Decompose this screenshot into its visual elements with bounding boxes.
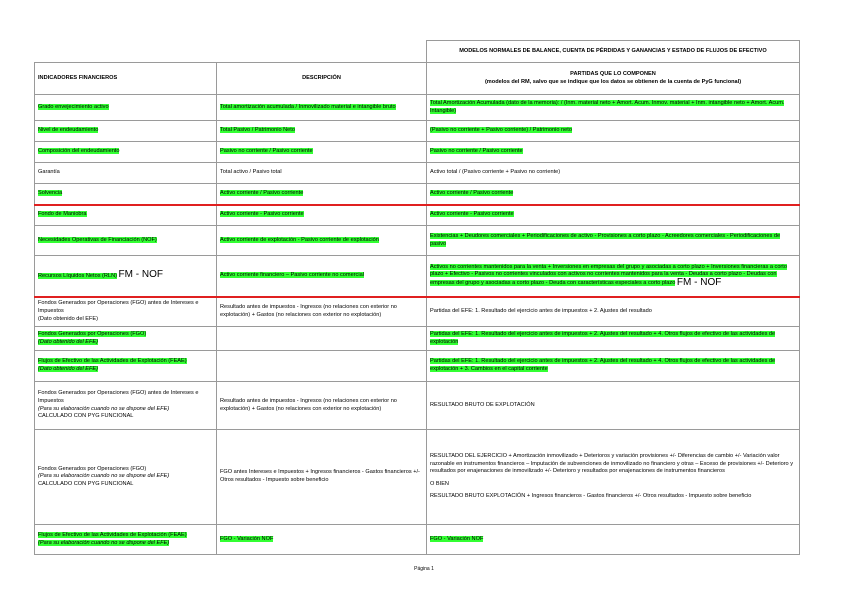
description-cell: Resultado antes de impuestos - Ingresos (no relaciones con exterior no explotación) + Gastos (no relaciones con exterior no explotación) [217, 382, 427, 430]
indicator-cell: Fondos Generados por Operaciones (FGO) (Dato obtenido del EFE) [35, 327, 217, 351]
financial-indicators-table [34, 40, 800, 555]
components-cell: Partidas del EFE: 1. Resultado del ejercicio antes de impuestos + 2. Ajustes del resultado [427, 297, 800, 327]
indicator-cell: Grado envejecimiento activo [35, 95, 217, 121]
table-row [35, 95, 800, 121]
description-cell: FGO - Variación NOF [217, 525, 427, 555]
components-cell: Partidas del EFE: 1. Resultado del ejercicio antes de impuestos + 2. Ajustes del resultado + 4. Otros flujos de efectivo de las actividades de explotación + 3. Cambios en el capital corriente [427, 351, 800, 382]
indicator-cell: Fondos Generados por Operaciones (FGO) antes de Intereses e Impuestos (Para su elaboración cuando no se dispone del EFE) CALCULADO CON PYG FUNCIONAL [35, 382, 217, 430]
components-cell: (Pasivo no corriente + Pasivo corriente) / Patrimonio neto [427, 121, 800, 142]
description-cell: Activo corriente de explotación - Pasivo corriente de explotación [217, 226, 427, 256]
description-cell [217, 327, 427, 351]
components-cell: RESULTADO DEL EJERCICIO + Amortización inmovilizado + Deterioros y variación provisiones +/- Diferencias de cambio +/- Variación valor razonable en instrumentos financieros – Imputación de subvenciones de inmovilizado no financiero y otras – Exceso de provisiones +/- Deterioro y resultados por enajenaciones de inmovilizado +/- Deterioro y resultados por enajenaciones de instrumentos financieros O BIEN RESULTADO BRUTO EXPLOTACIÓN + Ingresos financieros - Gastos financieros +/- Otros resultados - Impuesto sobre beneficio [427, 430, 800, 525]
components-cell: Pasivo no corriente / Pasivo corriente [427, 142, 800, 163]
indicator-cell: Garantía [35, 163, 217, 184]
description-cell: Resultado antes de impuestos - Ingresos (no relaciones con exterior no explotación) + Gastos (no relaciones con exterior no explotación) [217, 297, 427, 327]
table-row [35, 142, 800, 163]
indicator-cell: Flujos de Efectivo de las Actividades de Explotación (FEAE) (Dato obtenido del EFE) [35, 351, 217, 382]
components-cell: Activo corriente / Pasivo corriente [427, 184, 800, 205]
components-cell: Partidas del EFE: 1. Resultado del ejercicio antes de impuestos + 2. Ajustes del resultado + 4. Otros flujos de efectivo de las actividades de explotación [427, 327, 800, 351]
header-indicators: INDICADORES FINANCIEROS [35, 63, 217, 95]
indicator-note: FM - NOF [118, 269, 163, 281]
table-row [35, 430, 800, 525]
indicator-cell: Recursos Líquidos Netos (RLN) FM - NOF [35, 256, 217, 297]
indicator-cell: Flujos de Efectivo de las Actividades de Explotación (FEAE) (Para su elaboración cuando no se dispone del EFE) [35, 525, 217, 555]
group-title: MODELOS NORMALES DE BALANCE, CUENTA DE PÉRDIDAS Y GANANCIAS Y ESTADO DE FLUJOS DE EFECTIVO [427, 41, 800, 63]
indicator-cell: Necesidades Operativas de Financiación (NOF) [35, 226, 217, 256]
components-cell: FGO - Variación NOF [427, 525, 800, 555]
components-cell: Activo corriente - Pasivo corriente [427, 205, 800, 226]
header-components [427, 63, 800, 95]
components-cell: Total Amortización Acumulada (dato de la memoria): / (Inm. material neto + Amort. Acum. Inmov. material + Inm. intangible neto + Amort. Acum. Intangible) [427, 95, 800, 121]
indicator-cell: Fondo de Maniobra [35, 205, 217, 226]
table-row [35, 327, 800, 351]
table-row [35, 256, 800, 297]
indicator-cell: Fondos Generados por Operaciones (FGO) antes de Intereses e Impuestos (Dato obtenido del EFE) [35, 297, 217, 327]
table-row [35, 226, 800, 256]
indicator-cell: Solvencia [35, 184, 217, 205]
header-components-sub: (modelos del RM, salvo que se indique que los datos se obtienen de la cuenta de PyG funcional) [484, 78, 742, 85]
header-description: DESCRIPCIÓN [217, 63, 427, 95]
table-row [35, 297, 800, 327]
description-cell: FGO antes Intereses e Impuestos + Ingresos financieros - Gastos financieros +/- Otros resultados - Impuesto sobre beneficio [217, 430, 427, 525]
table-row [35, 351, 800, 382]
table-row [35, 525, 800, 555]
description-cell: Activo corriente financiero – Pasivo corriente no comercial [217, 256, 427, 297]
table-row [35, 205, 800, 226]
page-number: Página 1 [414, 566, 434, 572]
description-cell: Total Pasivo / Patrimonio Neto [217, 121, 427, 142]
components-cell: Activos no corrientes mantenidos para la venta + Inversiones en empresas del grupo y asociadas a corto plazo + Inversiones financieras a corto plazo + Efectivo - Pasivos no corrientes vinculados con activos no corrientes mantenidos para la venta - Deudas a corto plazo - Deudas con empresas del grupo y asociadas a corto plazo - Deuda con características especiales a corto plazo FM - NOF [427, 256, 800, 297]
description-cell: Activo corriente / Pasivo corriente [217, 184, 427, 205]
description-cell: Total amortización acumulada / Inmovilizado material e intangible bruto [217, 95, 427, 121]
components-cell: RESULTADO BRUTO DE EXPLOTACIÓN [427, 382, 800, 430]
table-row [35, 184, 800, 205]
description-cell: Pasivo no corriente / Pasivo corriente [217, 142, 427, 163]
components-cell: Existencias + Deudores comerciales + Periodificaciones de activo - Provisiones a corto plazo - Acreedores comerciales - Periodificaciones de pasivo [427, 226, 800, 256]
indicator-cell: Nivel de endeudamiento [35, 121, 217, 142]
table-row [35, 382, 800, 430]
table-row [35, 121, 800, 142]
indicator-cell: Fondos Generados por Operaciones (FGO) (Para su elaboración cuando no se dispone del EFE) CALCULADO CON PYG FUNCIONAL [35, 430, 217, 525]
components-cell: Activo total / (Pasivo corriente + Pasivo no corriente) [427, 163, 800, 184]
description-cell: Activo corriente - Pasivo corriente [217, 205, 427, 226]
table-row [35, 163, 800, 184]
description-cell: Total activo / Pasivo total [217, 163, 427, 184]
header-components-title: PARTIDAS QUE LO COMPONEN [570, 70, 656, 77]
indicator-cell: Composición del endeudamiento [35, 142, 217, 163]
components-note: FM - NOF [676, 276, 722, 288]
description-cell [217, 351, 427, 382]
